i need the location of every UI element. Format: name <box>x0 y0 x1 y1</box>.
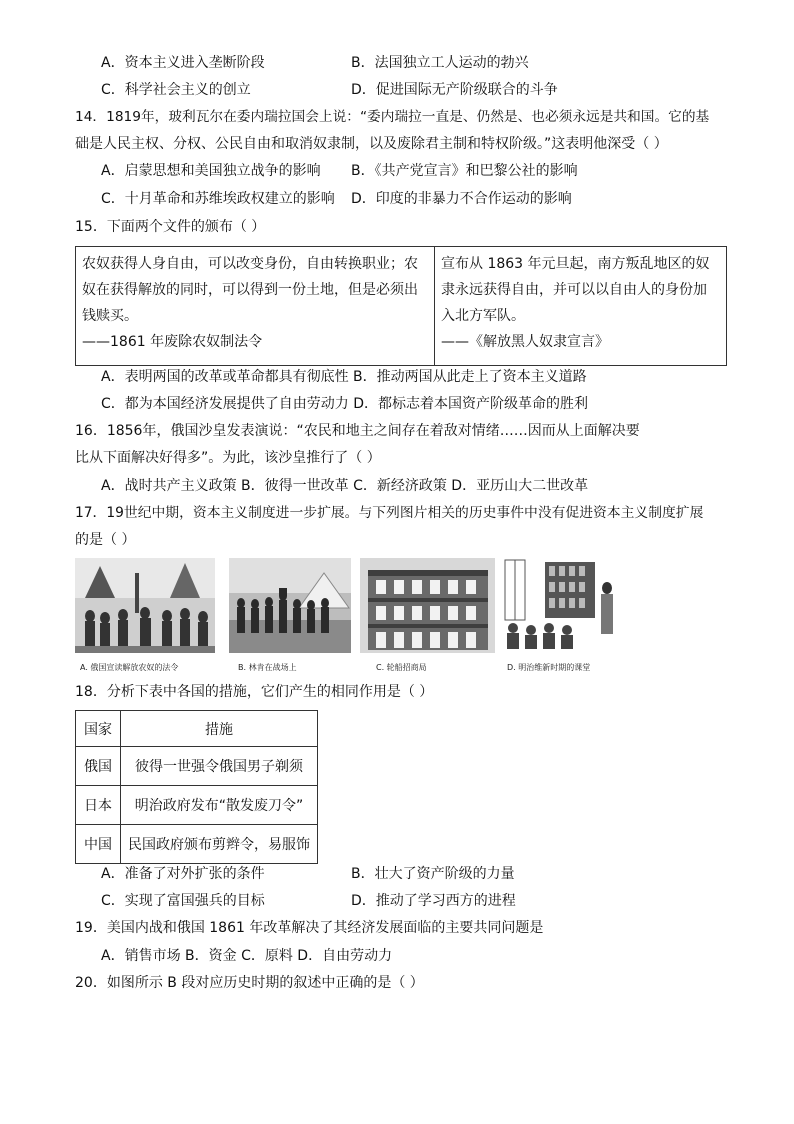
q14-stem-line1: 14．1819年，玻利瓦尔在委内瑞拉国会上说：“委内瑞拉一直是、仍然是、也必须永远是共和国。它的基 <box>75 109 710 125</box>
q18-row-measure: 明治政府发布“散发废刀令” <box>121 786 318 825</box>
q17-stem-line2: 的是（ ） <box>75 532 136 548</box>
q15-source-left <box>76 247 435 366</box>
q17-picture-d <box>503 558 620 653</box>
q15-left-text: 农奴获得人身自由，可以改变身份，自由转换职业；农奴在获得解放的同时，可以得到一份土地，但是必须出钱赎买。 <box>82 256 418 324</box>
q14-option-b: B．《共产党宣言》和巴黎公社的影响 <box>351 163 578 179</box>
q17-caption-a: A. 俄国宣读解放农奴的法令 <box>80 663 179 672</box>
q15-source-right <box>435 247 727 366</box>
q16-options: A．战时共产主义政策 B．彼得一世改革 C．新经济政策 D．亚历山大二世改革 <box>101 478 589 494</box>
q13-option-c: C．科学社会主义的创立 <box>101 82 251 98</box>
q13-option-a: A．资本主义进入垄断阶段 <box>101 55 265 71</box>
q15-right-text: 宣布从 1863 年元旦起，南方叛乱地区的奴隶永远获得自由，并可以以自由人的身份加入北方军队。 <box>441 256 710 324</box>
q15-stem: 15．下面两个文件的颁布（ ） <box>75 219 266 235</box>
q19-options: A．销售市场 B．资金 C．原料 D．自由劳动力 <box>101 948 393 964</box>
q14-option-c: C．十月革命和苏维埃政权建立的影响 <box>101 191 335 207</box>
q17-caption-b: B. 林肯在战场上 <box>238 663 297 672</box>
q17-picture-b <box>229 558 351 653</box>
q13-option-b: B．法国独立工人运动的勃兴 <box>351 55 529 71</box>
q17-picture-a <box>75 558 215 653</box>
q17-caption-c: C. 轮船招商局 <box>376 663 427 672</box>
q15-left-source: ——1861 年废除农奴制法令 <box>82 334 263 350</box>
q15-options-cd: C．都为本国经济发展提供了自由劳动力 D．都标志着本国资产阶级革命的胜利 <box>101 396 589 412</box>
q16-stem-line1: 16．1856年，俄国沙皇发表演说：“农民和地主之间存在着敌对情绪……因而从上面解决要 <box>75 423 640 439</box>
q17-picture-c <box>360 558 495 653</box>
q18-option-a: A．准备了对外扩张的条件 <box>101 866 265 882</box>
q13-option-d: D．促进国际无产阶级联合的斗争 <box>351 82 558 98</box>
q18-option-b: B．壮大了资产阶级的力量 <box>351 866 515 882</box>
q18-header-country: 国家 <box>76 711 121 747</box>
q17-caption-d: D. 明治维新时期的课堂 <box>507 663 591 672</box>
q18-stem: 18．分析下表中各国的措施，它们产生的相同作用是（ ） <box>75 684 434 700</box>
q18-option-c: C．实现了富国强兵的目标 <box>101 893 265 909</box>
q18-row-measure: 彼得一世强令俄国男子剃须 <box>121 747 318 786</box>
q18-measures-table <box>75 710 318 864</box>
q17-stem-line1: 17．19世纪中期，资本主义制度进一步扩展。与下列图片相关的历史事件中没有促进资本主义制度扩展 <box>75 505 704 521</box>
q18-row-measure: 民国政府颁布剪辫令，易服饰 <box>121 825 318 864</box>
q15-right-source: ——《解放黑人奴隶宣言》 <box>441 334 609 350</box>
q15-options-ab: A．表明两国的改革或革命都具有彻底性 B．推动两国从此走上了资本主义道路 <box>101 369 587 385</box>
q20-stem: 20．如图所示 B 段对应历史时期的叙述中正确的是（ ） <box>75 975 424 991</box>
q14-option-a: A．启蒙思想和美国独立战争的影响 <box>101 163 321 179</box>
q14-stem-line2: 础是人民主权、分权、公民自由和取消奴隶制，以及废除君主制和特权阶级。”这表明他深受（ ） <box>75 136 668 152</box>
q16-stem-line2: 比从下面解决好得多”。为此，该沙皇推行了（ ） <box>75 450 381 466</box>
q18-row-country: 中国 <box>76 825 121 864</box>
q18-row-country: 日本 <box>76 786 121 825</box>
q18-row-country: 俄国 <box>76 747 121 786</box>
q19-stem: 19．美国内战和俄国 1861 年改革解决了其经济发展面临的主要共同问题是 <box>75 920 544 936</box>
q14-option-d: D．印度的非暴力不合作运动的影响 <box>351 191 572 207</box>
q15-source-table <box>75 246 727 366</box>
q18-option-d: D．推动了学习西方的进程 <box>351 893 516 909</box>
q18-header-measure: 措施 <box>121 711 318 747</box>
